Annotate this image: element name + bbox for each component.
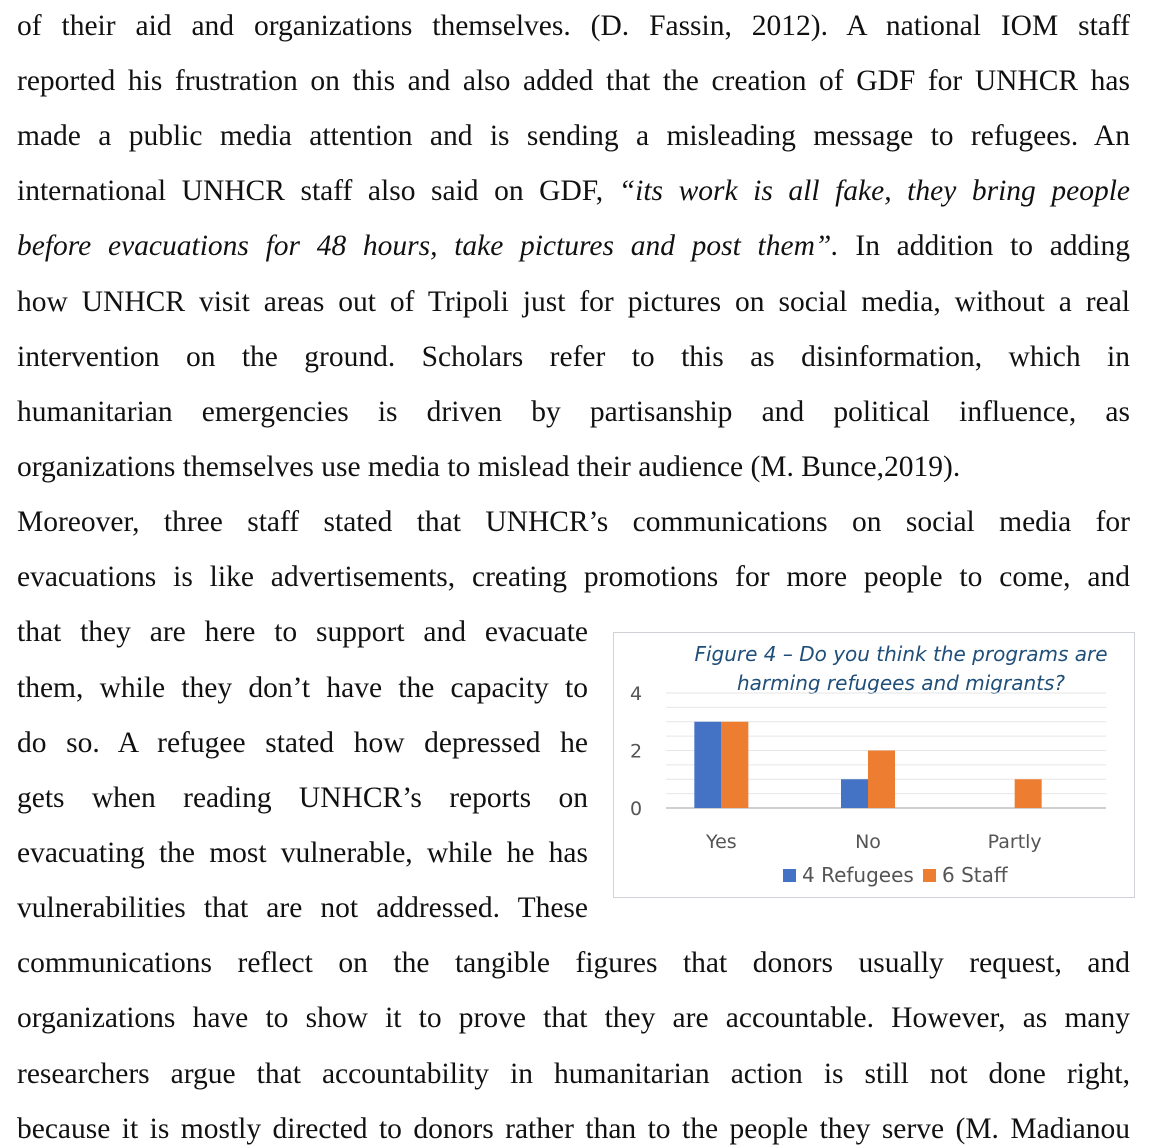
paragraph-line: organizations have to show it to prove that they are accountable. However, as many [17, 1002, 1130, 1034]
figure-4-chart [613, 632, 1135, 898]
paragraph-line: of their aid and organizations themselves. (D. Fassin, 2012). A national IOM staff [17, 10, 1130, 42]
wrapped-line: that they are here to support and evacuate [17, 616, 588, 648]
y-tick-label: 0 [629, 798, 643, 820]
legend-swatch [923, 869, 936, 882]
bar-6-staff-no [868, 751, 895, 809]
quote-text: before evacuations for 48 hours, take pictures and post them”. [17, 230, 839, 262]
wrapped-line: vulnerabilities that are not addressed. These [17, 892, 588, 924]
bar-6-staff-yes [721, 722, 748, 808]
x-tick-label: Yes [705, 831, 737, 853]
wrapped-line: gets when reading UNHCR’s reports on [17, 782, 588, 814]
y-tick-label: 4 [629, 683, 643, 705]
paragraph-line: researchers argue that accountability in humanitarian action is still not done right, [17, 1058, 1130, 1090]
x-tick-label: Partly [987, 831, 1042, 853]
paragraph-line: reported his frustration on this and also added that the creation of GDF for UNHCR has [17, 65, 1130, 97]
y-tick-label: 2 [629, 740, 643, 763]
paragraph-line: Moreover, three staff stated that UNHCR’s communications on social media for [17, 506, 1130, 538]
x-tick-label: No [855, 831, 881, 853]
paragraph-line: how UNHCR visit areas out of Tripoli just for pictures on social media, without a real [17, 286, 1130, 318]
paragraph-text: international UNHCR staff also said on GDF, [17, 175, 619, 207]
chart-title-line-2: harming refugees and migrants? [737, 671, 1065, 695]
legend-label: 6 Staff [942, 863, 1008, 887]
legend-label: 4 Refugees [802, 863, 914, 887]
paragraph-line-with-quote [17, 228, 1130, 264]
paragraph-line: because it is mostly directed to donors rather than to the people they serve (M. Madianou [17, 1113, 1130, 1145]
wrapped-line: do so. A refugee stated how depressed he [17, 727, 588, 759]
paragraph-line: humanitarian emergencies is driven by partisanship and political influence, as [17, 396, 1130, 428]
bar-6-staff-partly [1015, 779, 1042, 808]
paragraph-line-with-quote [17, 173, 1130, 209]
bar-4-refugees-yes [694, 722, 721, 808]
paragraph-text: In addition to adding [838, 230, 1131, 262]
bar-chart [614, 633, 1136, 899]
chart-title-line-1: Figure 4 – Do you think the programs are [694, 642, 1108, 666]
bar-4-refugees-no [841, 779, 868, 808]
paragraph-line: communications reflect on the tangible figures that donors usually request, and [17, 947, 1130, 979]
wrapped-line: evacuating the most vulnerable, while he has [17, 837, 588, 869]
paragraph-line: evacuations is like advertisements, creating promotions for more people to come, and [17, 561, 1130, 593]
paragraph-line: intervention on the ground. Scholars refer to this as disinformation, which in [17, 341, 1130, 373]
wrapped-line: them, while they don’t have the capacity to [17, 672, 588, 704]
quote-text: “its work is all fake, they bring people [618, 175, 1130, 207]
legend-swatch [783, 869, 796, 882]
paragraph-line: organizations themselves use media to mislead their audience (M. Bunce,2019). [17, 451, 961, 483]
paragraph-line: made a public media attention and is sending a misleading message to refugees. An [17, 120, 1130, 152]
